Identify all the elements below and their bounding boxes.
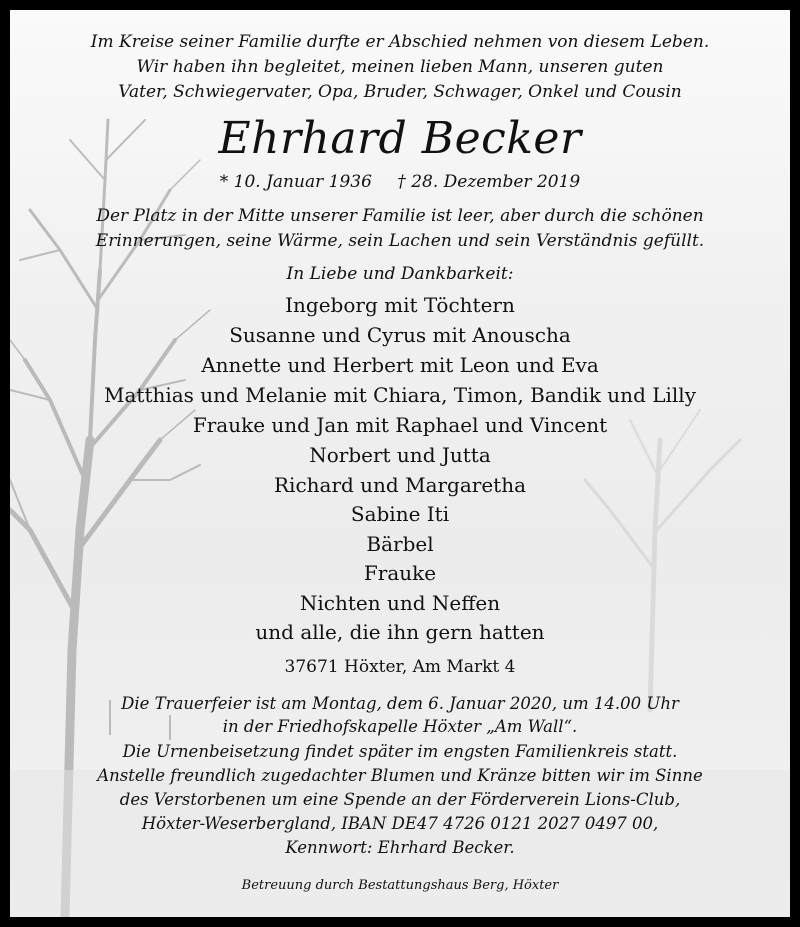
funeral-info-line: Kennwort: Ehrhard Becker. [285,838,515,857]
intro-line: Im Kreise seiner Familie durfte er Abschied nehmen von diesem Leben. [90,32,710,52]
family-member-line: Frauke [363,561,437,585]
funeral-info-line: Anstelle freundlich zugedachter Blumen und Kränze bitten wir im Sinne [97,766,703,785]
family-member-line: Frauke und Jan mit Raphael und Vincent [192,413,608,437]
family-member-line: Susanne und Cyrus mit Anouscha [229,323,571,347]
gratitude-heading: In Liebe und Dankbarkeit: [286,264,514,284]
family-member-line: Bärbel [366,532,434,556]
family-member-line: Nichten und Neffen [299,591,501,615]
memory-line: Erinnerungen, seine Wärme, sein Lachen und sein Verständnis gefüllt. [95,231,705,251]
family-member-line: Matthias und Melanie mit Chiara, Timon, Bandik und Lilly [104,383,696,407]
death-date: † 28. Dezember 2019 [397,172,581,192]
funeral-info-line: Die Trauerfeier ist am Montag, dem 6. Januar 2020, um 14.00 Uhr [121,694,679,713]
funeral-info-line: Höxter-Weserbergland, IBAN DE47 4726 0121 2027 0497 00, [141,814,659,833]
intro-line: Vater, Schwiegervater, Opa, Bruder, Schwager, Onkel und Cousin [118,82,682,102]
family-member-line: Richard und Margaretha [273,473,527,497]
family-address: 37671 Höxter, Am Markt 4 [284,657,516,677]
memory-line: Der Platz in der Mitte unserer Familie ist leer, aber durch die schönen [96,206,704,226]
funeral-info-line: Die Urnenbeisetzung findet später im engsten Familienkreis statt. [122,742,678,761]
funeral-info-line: in der Friedhofskapelle Höxter „Am Wall“. [222,717,578,736]
deceased-name: Ehrhard Becker [218,113,582,164]
life-dates [10,172,790,192]
family-member-line: Norbert und Jutta [309,443,491,467]
family-member-line: und alle, die ihn gern hatten [255,620,545,644]
intro-line: Wir haben ihn begleitet, meinen lieben Mann, unseren guten [136,57,664,77]
family-member-line: Ingeborg mit Töchtern [285,293,515,317]
family-member-line: Annette und Herbert mit Leon und Eva [201,353,599,377]
funeral-info-line: des Verstorbenen um eine Spende an der Förderverein Lions-Club, [119,790,681,809]
undertaker-credit: Betreuung durch Bestattungshaus Berg, Höxter [241,878,559,893]
family-member-line: Sabine Iti [350,502,450,526]
birth-date: * 10. Januar 1936 [219,172,372,192]
